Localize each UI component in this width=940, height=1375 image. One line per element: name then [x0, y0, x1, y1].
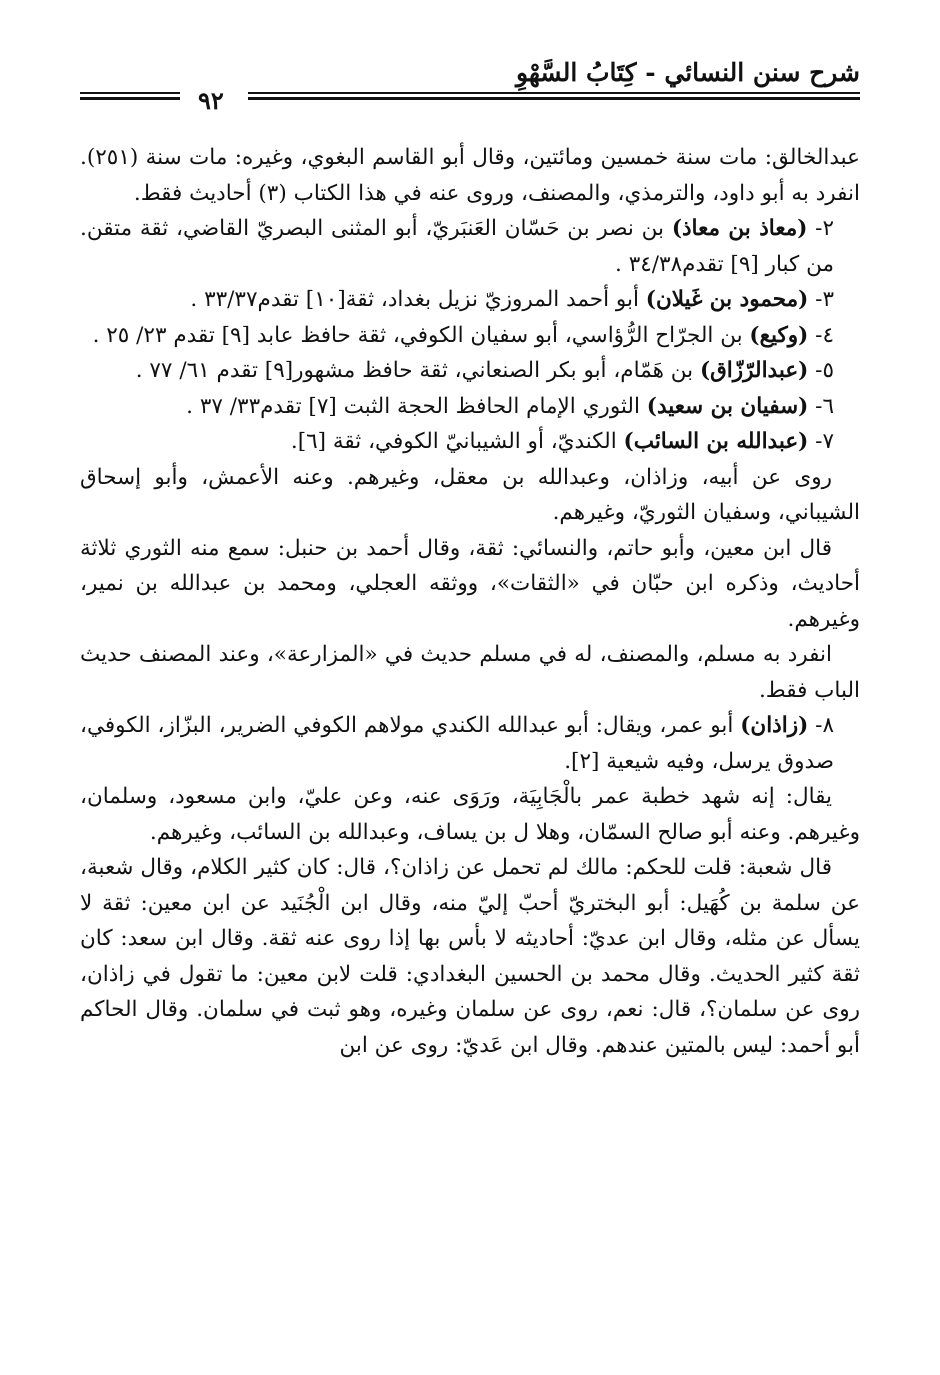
narrator-name: (عبدالله بن السائب): [623, 429, 809, 454]
book-title: شرح سنن النسائي - كِتَابُ السَّهْوِ: [515, 58, 860, 87]
paragraph: قال ابن معين، وأبو حاتم، والنسائي: ثقة، وقال أحمد بن حنبل: سمع منه الثوري ثلاثة أحاديث، وذكره ابن حبّان في «الثقات»، ووثقه العجلي، ومحمد بن عبدالله بن نمير، وغيرهم.: [80, 535, 860, 632]
narrator-entry-5: ٥- (عبدالرّزّاق) بن هَمّام، أبو بكر الصنعاني، ثقة حافظ مشهور[٩] تقدم ٦١/ ٧٧ .: [135, 358, 834, 383]
paragraph: روى عن أبيه، وزاذان، وعبدالله بن معقل، وغيرهم. وعنه الأعمش، وأبو إسحاق الشيباني، وسفيان الثوريّ، وغيرهم.: [80, 464, 860, 525]
narrator-name: (وكيع): [749, 322, 809, 348]
narrator-entry-6: ٦- (سفيان بن سعيد) الثوري الإمام الحافظ الحجة الثبت [٧] تقدم٣٣/ ٣٧ .: [186, 393, 834, 419]
header-rule-right: [248, 92, 860, 100]
narrator-entry-7: ٧- (عبدالله بن السائب) الكنديّ، أو الشيبانيّ الكوفي، ثقة [٦].: [290, 429, 834, 454]
paragraph: انفرد به مسلم، والمصنف، له في مسلم حديث في «المزارعة»، وعند المصنف حديث الباب فقط.: [80, 642, 860, 703]
narrator-name: (سفيان بن سعيد): [646, 393, 809, 419]
narrator-entry-8: ٨- (زاذان) أبو عمر، ويقال: أبو عبدالله الكندي مولاهم الكوفي الضرير، البزّاز، الكوفي، صدوق يرسل، وفيه شيعية [٢].: [80, 713, 834, 774]
narrator-name: (عبدالرّزّاق): [699, 358, 809, 383]
page-header: [80, 52, 860, 114]
paragraph: يقال: إنه شهد خطبة عمر بالْجَابِيَة، ورَوَى عنه، وعن عليّ، وابن مسعود، وسلمان، وغيرهم. وعنه أبو صالح السمّان، وهلا ل بن يساف، وعبدالله بن السائب، وغيرهم.: [80, 784, 860, 845]
narrator-entry-4: ٤- (وكيع) بن الجرّاح الرُّؤاسي، أبو سفيان الكوفي، ثقة حافظ عابد [٩] تقدم ٢٣/ ٢٥ .: [92, 322, 834, 348]
narrator-name: (معاذ بن معاذ): [671, 216, 808, 241]
narrator-name: (زاذان): [740, 713, 809, 738]
page-body: [80, 140, 860, 1063]
narrator-entry-3: ٣- (محمود بن غَيلان) أبو أحمد المروزيّ نزيل بغداد، ثقة[١٠] تقدم٣٣/٣٧ .: [190, 287, 834, 312]
page-number: ٩٢: [198, 86, 224, 115]
narrator-entry-2: ٢- (معاذ بن معاذ) بن نصر بن حَسّان العَنبَريّ، أبو المثنى البصريّ القاضي، ثقة متقن. من كبار [٩] تقدم٣٤/٣٨ .: [80, 216, 834, 277]
paragraph: قال شعبة: قلت للحكم: مالك لم تحمل عن زاذان؟، قال: كان كثير الكلام، وقال شعبة، عن سلمة بن كُهَيل: أبو البختريّ أحبّ إليّ منه، وقال ابن الْجُنَيد عن ابن معين: ثقة لا يسأل عن مثله، وقال ابن عديّ: أحاديثه لا بأس بها إذا روى عنه ثقة. وقال ابن سعد: كان ثقة كثير الحديث. وقال محمد بن الحسين البغدادي: قلت لابن معين: ما تقول في زاذان، روى عن سلمان؟، قال: نعم، روى عن سلمان وغيره، وهو ثبت في سلمان. وقال الحاكم أبو أحمد: ليس بالمتين عندهم. وقال ابن عَديّ: روى عن ابن: [80, 855, 860, 1058]
header-rule-left: [80, 92, 180, 100]
narrator-name: (محمود بن غَيلان): [645, 287, 809, 312]
paragraph-continuation: عبدالخالق: مات سنة خمسين ومائتين، وقال أبو القاسم البغوي، وغيره: مات سنة (٢٥١). انفرد به أبو داود، والترمذي، والمصنف، وروى عنه في هذا الكتاب (٣) أحاديث فقط.: [80, 145, 860, 206]
